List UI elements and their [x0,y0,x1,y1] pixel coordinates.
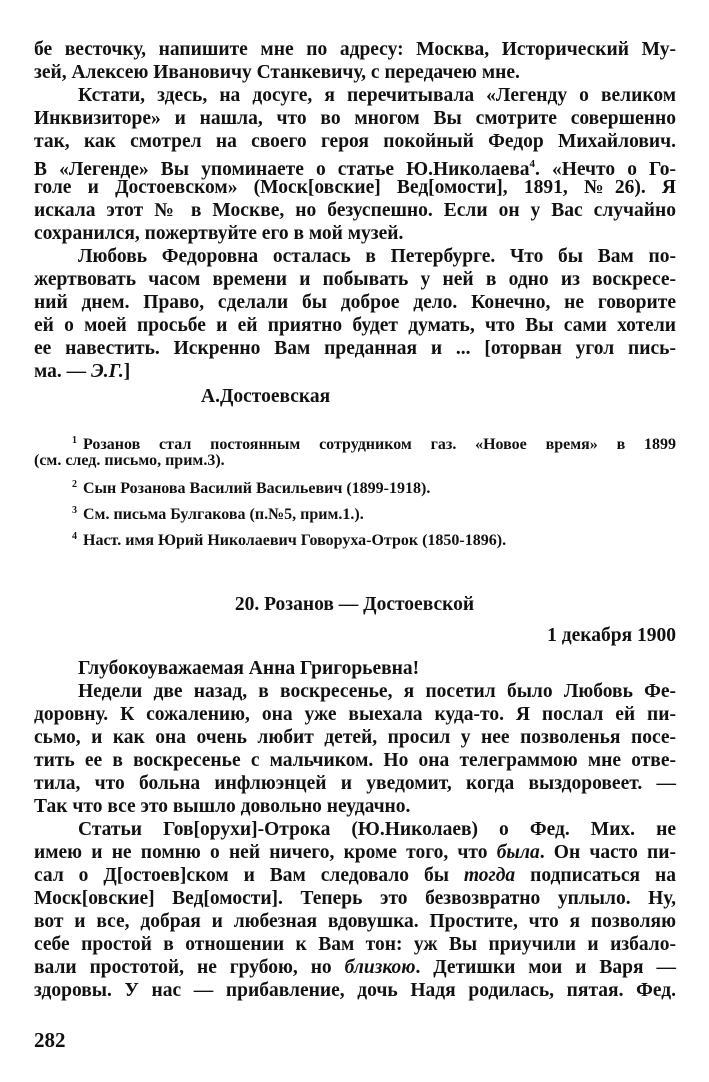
footnote-text: Розанов стал постоянным сотрудником газ. «Новое время» в 1899 [83,436,676,453]
text-line [34,841,676,864]
text-segment: . Он часто пи- [539,842,677,863]
text-segment: сал о Д[остоев]ском и Вам следовало бы [34,865,449,886]
footnote-ref: 4 [529,158,535,170]
letter-date: 1 декабря 1900 [547,625,676,646]
footnote-text: Сын Розанова Василий Васильевич (1899-1918). [83,480,431,497]
text-line: Статьи Гов[орухи]-Отрока (Ю.Николаев) о Фед. Мих. не [78,819,676,840]
footnote-text: Наст. имя Юрий Николаевич Говоруха-Отрок (1850-1896). [83,532,507,549]
page-number: 282 [34,1028,66,1052]
italic-initials: Э.Г. [91,361,124,382]
footnote-3 [72,501,364,525]
text-segment: ] [123,361,131,382]
text-line: сохранился, пожертвуйте его в мой музей. [34,223,404,244]
text-line: доровну. К сожалению, она уже выехала куда-то. Я послал ей пи- [34,704,676,725]
footnote-number: 4 [72,531,77,542]
italic-word: близкою [344,957,416,978]
footnote-4 [72,527,506,551]
footnote-number: 1 [72,435,77,446]
text-line: так, как смотрел на своего героя покойный Федор Михайлович. [34,131,676,152]
text-line [34,360,676,383]
text-segment: подписаться на [530,865,677,886]
text-segment: ма. — [34,361,87,382]
italic-word: тогда [463,865,516,886]
text-line: Моск[овские] Вед[омости]. Теперь это безвозвратно уплыло. Ну, [34,888,676,909]
footnote-number: 2 [72,479,77,490]
text-line: Недели две назад, в воскресенье, я посетил было Любовь Фе- [78,681,676,702]
footnote-text: См. письма Булгакова (п.№5, прим.1.). [83,506,364,523]
text-line: тила, что больна инфлюэнцей и уведомит, когда выздоровеет. — [34,773,676,794]
text-line [34,864,676,887]
text-line [34,956,676,979]
italic-word: была [496,842,540,863]
text-segment: В «Легенде» Вы упоминаете о статье Ю.Николаева [34,159,530,180]
text-line: голе и Достоевском» (Моск[овские] Вед[омости], 1891, №26). Я [34,177,676,198]
text-line: Инквизиторе» и нашла, что во многом Вы смотрите совершенно [34,108,676,129]
text-line: искала этот № в Москве, но безуспешно. Если он у Вас случайно [34,200,676,221]
text-line: жертвовать часом времени и побывать у ней в одно из воскресе- [34,269,676,290]
text-line: Кстати, здесь, на досуге, я перечитывала «Легенду о великом [78,85,676,106]
footnote-number: 3 [72,505,77,516]
text-segment: . Детишки мои и Варя — [415,957,676,978]
text-line: вот и все, добрая и любезная вдовушка. Простите, что я позволяю [34,911,676,932]
footnote-1-cont: (см. след. письмо, прим.3). [34,452,225,469]
text-line: зей, Алексею Ивановичу Станкевичу, с передачею мне. [34,62,520,83]
text-line: ний днем. Право, сделали бы доброе дело. Конечно, не говорите [34,292,676,313]
signature: А.Достоевская [201,386,331,407]
text-line: тить ее в воскресенье с мальчиком. Но она телеграммою мне отве- [34,750,676,771]
footnote-2 [72,475,430,499]
text-segment: . «Нечто о Го- [534,159,676,180]
text-line: бе весточку, напишите мне по адресу: Москва, Исторический Му- [34,39,676,60]
text-line: ей о моей просьбе и ей приятно будет думать, что Вы сами хотели [34,315,676,336]
text-line: Так что все это вышло довольно неудачно. [34,796,411,817]
text-line: ее навестить. Искренно Вам преданная и ... [оторван угол пись- [34,338,676,359]
salutation: Глубокоуважаемая Анна Григорьевна! [78,658,420,679]
letter-heading: 20. Розанов — Достоевской [234,594,475,615]
text-line: сьмо, и как она очень любит детей, просил у нее позволенья посе- [34,727,676,748]
text-segment: вали простотой, не грубою, но [34,957,332,978]
text-line: Любовь Федоровна осталась в Петербурге. Что бы Вам по- [78,246,676,267]
text-line: здоровы. У нас — прибавление, дочь Надя родилась, пятая. Фед. [34,980,676,1001]
text-line: себе простой в отношении к Вам тон: уж Вы приучили и избало- [34,934,676,955]
text-segment: имею и не помню о ней ничего, кроме того, что [34,842,488,863]
